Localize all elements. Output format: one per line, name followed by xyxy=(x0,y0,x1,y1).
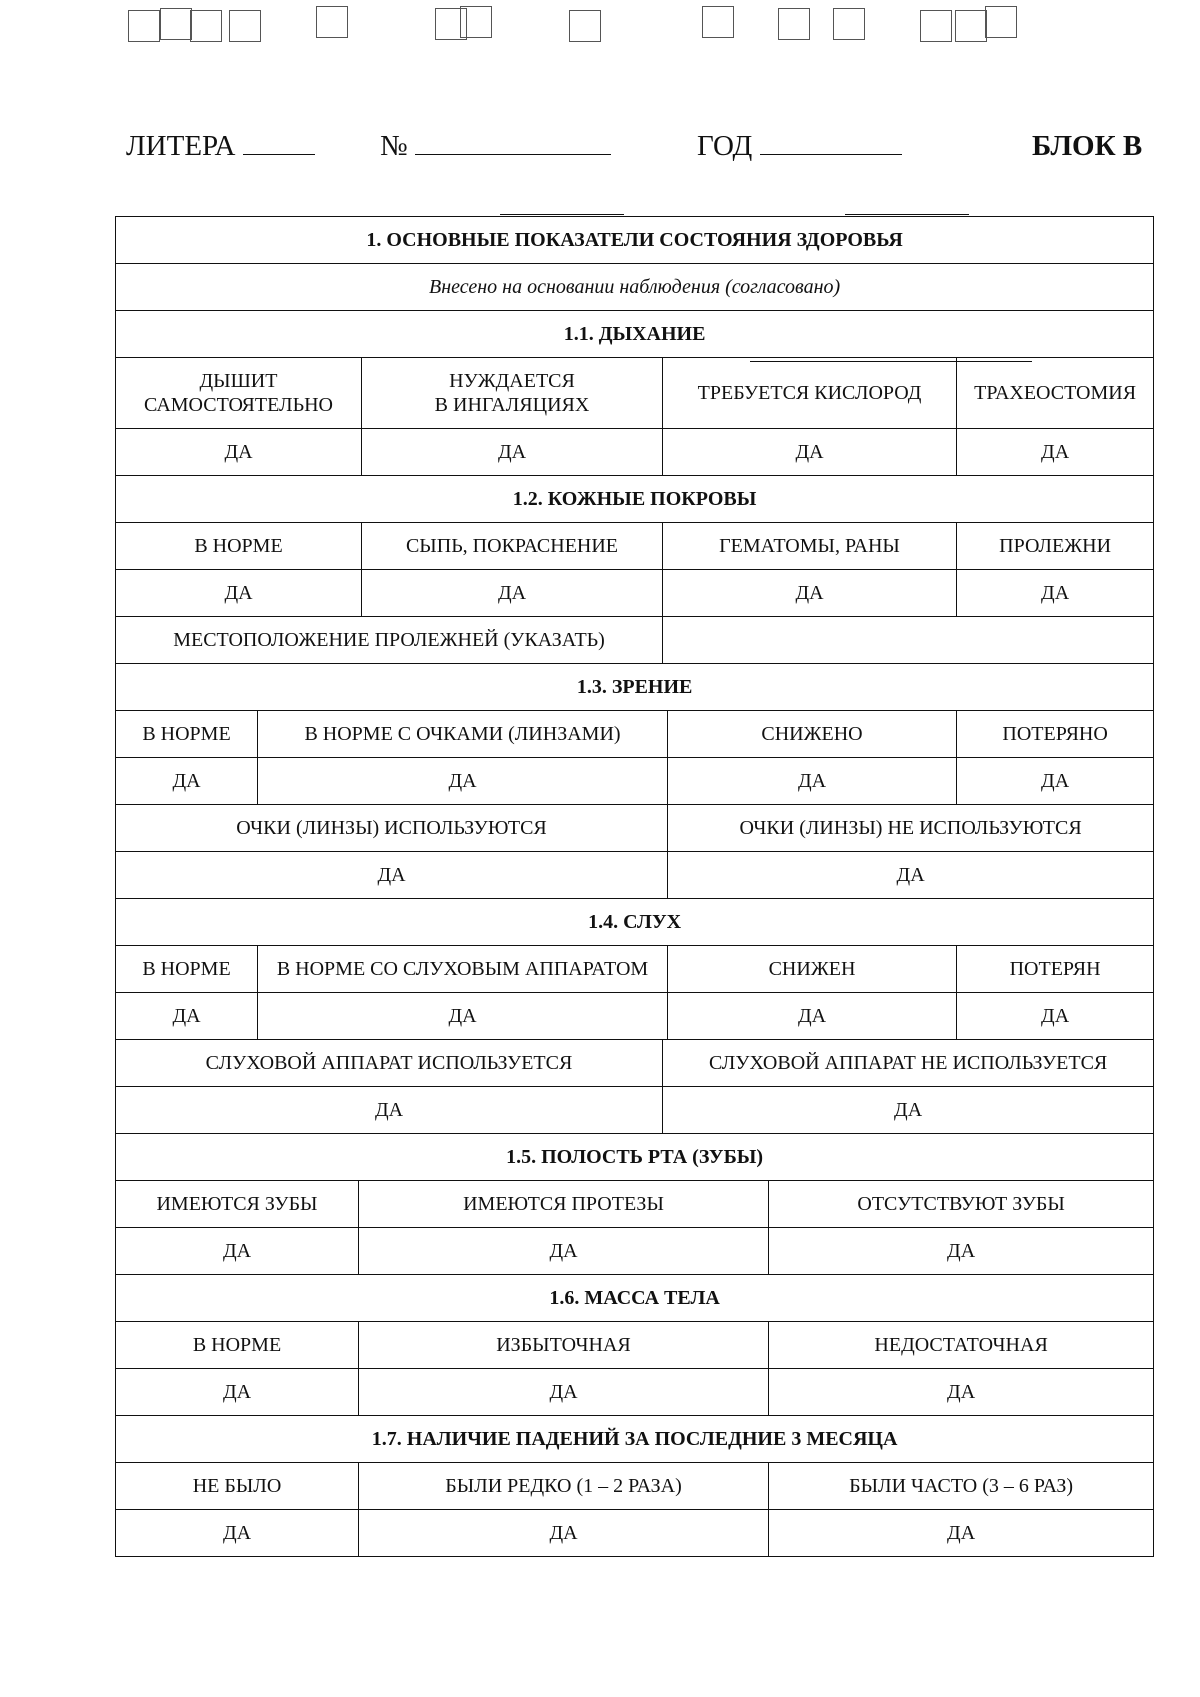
breathing-option-tracheostomy: ТРАХЕОСТОМИЯ xyxy=(957,358,1154,429)
hearing-option-reduced: СНИЖЕН xyxy=(668,946,957,993)
year-field xyxy=(697,130,902,163)
skin-answer-3[interactable]: ДА xyxy=(663,570,957,617)
falls-answer-3[interactable]: ДА xyxy=(769,1510,1154,1557)
litera-field xyxy=(126,130,315,163)
registration-mark xyxy=(985,6,1017,38)
vision-option-glasses: В НОРМЕ С ОЧКАМИ (ЛИНЗАМИ) xyxy=(258,711,668,758)
registration-mark xyxy=(316,6,348,38)
hearing-answer-3[interactable]: ДА xyxy=(668,993,957,1040)
registration-mark xyxy=(128,10,160,42)
skin-answer-4[interactable]: ДА xyxy=(957,570,1154,617)
registration-mark xyxy=(920,10,952,42)
skin-option-rash: СЫПЬ, ПОКРАСНЕНИЕ xyxy=(362,523,663,570)
oral-option-teeth: ИМЕЮТСЯ ЗУБЫ xyxy=(116,1181,359,1228)
hearing-aid-used-label: СЛУХОВОЙ АППАРАТ ИСПОЛЬЗУЕТСЯ xyxy=(116,1040,663,1087)
hearing-aid-not-used-label: СЛУХОВОЙ АППАРАТ НЕ ИСПОЛЬЗУЕТСЯ xyxy=(663,1040,1154,1087)
breathing-option-label: ДЫШИТ САМОСТОЯТЕЛЬНО xyxy=(143,370,333,416)
breathing-option-label: НУЖДАЕТСЯ В ИНГАЛЯЦИЯХ xyxy=(434,370,590,416)
registration-mark xyxy=(702,6,734,38)
vision-option-reduced: СНИЖЕНО xyxy=(668,711,957,758)
rule-fragment xyxy=(845,214,969,215)
rule-fragment xyxy=(500,214,624,215)
weight-option-normal: В НОРМЕ xyxy=(116,1322,359,1369)
skin-answer-2[interactable]: ДА xyxy=(362,570,663,617)
skin-option-wounds: ГЕМАТОМЫ, РАНЫ xyxy=(663,523,957,570)
year-input-line[interactable] xyxy=(760,130,902,155)
section-title-weight: 1.6. МАССА ТЕЛА xyxy=(116,1275,1154,1322)
section-title-skin: 1.2. КОЖНЫЕ ПОКРОВЫ xyxy=(116,476,1154,523)
falls-answer-1[interactable]: ДА xyxy=(116,1510,359,1557)
bedsore-location-label: МЕСТОПОЛОЖЕНИЕ ПРОЛЕЖНЕЙ (УКАЗАТЬ) xyxy=(116,617,663,664)
breathing-answer-3[interactable]: ДА xyxy=(663,429,957,476)
hearing-answer-1[interactable]: ДА xyxy=(116,993,258,1040)
litera-input-line[interactable] xyxy=(243,130,315,155)
weight-answer-2[interactable]: ДА xyxy=(359,1369,769,1416)
hearing-option-aid: В НОРМЕ СО СЛУХОВЫМ АППАРАТОМ xyxy=(258,946,668,993)
hearing-option-normal: В НОРМЕ xyxy=(116,946,258,993)
oral-option-no-teeth: ОТСУТСТВУЮТ ЗУБЫ xyxy=(769,1181,1154,1228)
breathing-answer-4[interactable]: ДА xyxy=(957,429,1154,476)
vision-answer-1[interactable]: ДА xyxy=(116,758,258,805)
registration-mark xyxy=(190,10,222,42)
skin-option-bedsores: ПРОЛЕЖНИ xyxy=(957,523,1154,570)
observation-note: Внесено на основании наблюдения (согласовано) xyxy=(116,264,1154,311)
falls-answer-2[interactable]: ДА xyxy=(359,1510,769,1557)
oral-answer-1[interactable]: ДА xyxy=(116,1228,359,1275)
weight-option-deficient: НЕДОСТАТОЧНАЯ xyxy=(769,1322,1154,1369)
registration-mark xyxy=(460,6,492,38)
skin-option-normal: В НОРМЕ xyxy=(116,523,362,570)
breathing-option-independent xyxy=(116,358,362,429)
breathing-option-oxygen: ТРЕБУЕТСЯ КИСЛОРОД xyxy=(663,358,957,429)
oral-answer-3[interactable]: ДА xyxy=(769,1228,1154,1275)
registration-mark xyxy=(160,8,192,40)
number-label: № xyxy=(380,130,408,162)
section-title-oral: 1.5. ПОЛОСТЬ РТА (ЗУБЫ) xyxy=(116,1134,1154,1181)
breathing-answer-1[interactable]: ДА xyxy=(116,429,362,476)
falls-option-frequent: БЫЛИ ЧАСТО (3 – 6 РАЗ) xyxy=(769,1463,1154,1510)
glasses-not-used-label: ОЧКИ (ЛИНЗЫ) НЕ ИСПОЛЬЗУЮТСЯ xyxy=(668,805,1154,852)
falls-option-none: НЕ БЫЛО xyxy=(116,1463,359,1510)
section-title-health: 1. ОСНОВНЫЕ ПОКАЗАТЕЛИ СОСТОЯНИЯ ЗДОРОВЬЯ xyxy=(116,217,1154,264)
section-title-breathing: 1.1. ДЫХАНИЕ xyxy=(116,311,1154,358)
hearing-answer-2[interactable]: ДА xyxy=(258,993,668,1040)
section-title-hearing: 1.4. СЛУХ xyxy=(116,899,1154,946)
vision-answer-2[interactable]: ДА xyxy=(258,758,668,805)
hearing-answer-4[interactable]: ДА xyxy=(957,993,1154,1040)
breathing-option-inhalation xyxy=(362,358,663,429)
glasses-used-answer[interactable]: ДА xyxy=(116,852,668,899)
litera-label: ЛИТЕРА xyxy=(126,130,236,162)
registration-marks xyxy=(0,0,1200,60)
weight-answer-1[interactable]: ДА xyxy=(116,1369,359,1416)
hearing-option-lost: ПОТЕРЯН xyxy=(957,946,1154,993)
oral-option-dentures: ИМЕЮТСЯ ПРОТЕЗЫ xyxy=(359,1181,769,1228)
breathing-answer-2[interactable]: ДА xyxy=(362,429,663,476)
block-label: БЛОК В xyxy=(1032,130,1143,162)
glasses-used-label: ОЧКИ (ЛИНЗЫ) ИСПОЛЬЗУЮТСЯ xyxy=(116,805,668,852)
vision-option-normal: В НОРМЕ xyxy=(116,711,258,758)
registration-mark xyxy=(569,10,601,42)
weight-option-excess: ИЗБЫТОЧНАЯ xyxy=(359,1322,769,1369)
falls-option-rare: БЫЛИ РЕДКО (1 – 2 РАЗА) xyxy=(359,1463,769,1510)
section-title-vision: 1.3. ЗРЕНИЕ xyxy=(116,664,1154,711)
vision-answer-4[interactable]: ДА xyxy=(957,758,1154,805)
year-label: ГОД xyxy=(697,130,753,162)
hearing-aid-used-answer[interactable]: ДА xyxy=(116,1087,663,1134)
vision-option-lost: ПОТЕРЯНО xyxy=(957,711,1154,758)
number-field xyxy=(380,130,611,163)
registration-mark xyxy=(955,10,987,42)
section-title-falls: 1.7. НАЛИЧИЕ ПАДЕНИЙ ЗА ПОСЛЕДНИЕ 3 МЕСЯЦА xyxy=(116,1416,1154,1463)
vision-answer-3[interactable]: ДА xyxy=(668,758,957,805)
registration-mark xyxy=(833,8,865,40)
glasses-not-used-answer[interactable]: ДА xyxy=(668,852,1154,899)
skin-answer-1[interactable]: ДА xyxy=(116,570,362,617)
hearing-aid-not-used-answer[interactable]: ДА xyxy=(663,1087,1154,1134)
health-indicators-table xyxy=(115,216,1154,1557)
registration-mark xyxy=(778,8,810,40)
registration-mark xyxy=(229,10,261,42)
form-header xyxy=(0,130,1200,170)
number-input-line[interactable] xyxy=(415,130,611,155)
weight-answer-3[interactable]: ДА xyxy=(769,1369,1154,1416)
oral-answer-2[interactable]: ДА xyxy=(359,1228,769,1275)
bedsore-location-field[interactable] xyxy=(663,617,1154,664)
